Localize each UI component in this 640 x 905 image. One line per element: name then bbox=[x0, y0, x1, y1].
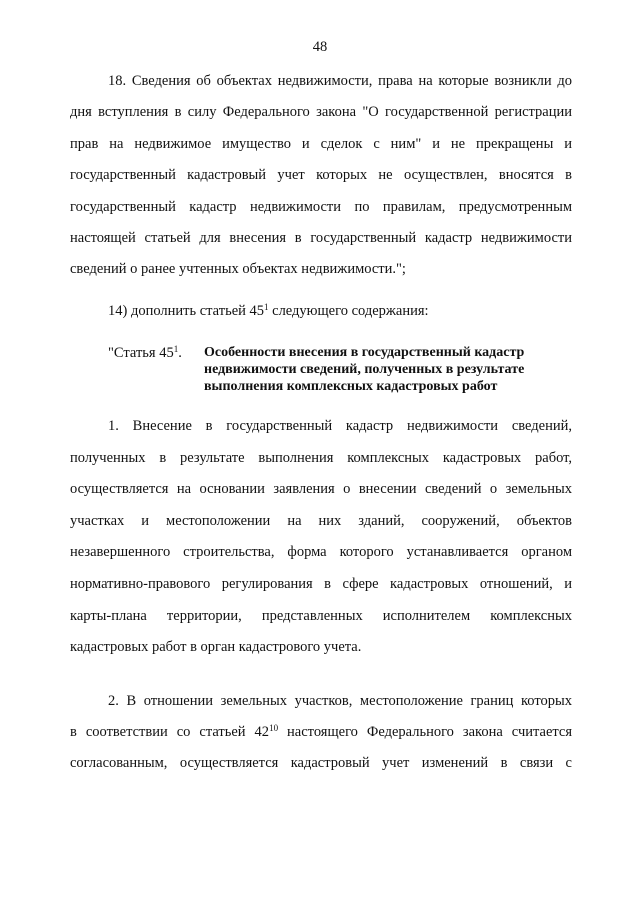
article-reference-superscript: 10 bbox=[269, 723, 279, 734]
paragraph-line: осуществляется на основании заявления о внесении сведений о земельных bbox=[70, 481, 572, 498]
article-label-prefix: "Статья 45 bbox=[108, 345, 174, 361]
page-number: 48 bbox=[312, 39, 328, 55]
paragraph-line: настоящей статьей для внесения в государственный кадастр недвижимости bbox=[70, 229, 572, 246]
paragraph-line: незавершенного строительства, форма которого устанавливается органом bbox=[70, 544, 572, 561]
paragraph-18 bbox=[70, 72, 572, 292]
paragraph-line: кадастровых работ в орган кадастрового учета. bbox=[70, 639, 362, 656]
paragraph-line-prefix: в соответствии со статьей 42 bbox=[70, 724, 270, 741]
article-title-line: Особенности внесения в государственный кадастр bbox=[204, 345, 525, 360]
paragraph-line: 1. Внесение в государственный кадастр недвижимости сведений, bbox=[108, 418, 572, 434]
article-label-superscript: 1 bbox=[173, 344, 179, 354]
item-14 bbox=[108, 302, 429, 320]
paragraph-line: сведений о ранее учтенных объектах недвижимости."; bbox=[70, 261, 406, 278]
paragraph-line: дня вступления в силу Федерального закона "О государственной регистрации bbox=[70, 104, 572, 121]
paragraph-line: государственный кадастровый учет которых не осуществлен, вносятся в bbox=[70, 167, 572, 184]
paragraph-line: полученных в результате выполнения комплексных кадастровых работ, bbox=[70, 449, 572, 466]
article-title-line: выполнения комплексных кадастровых работ bbox=[204, 379, 498, 394]
article-label bbox=[108, 344, 182, 362]
paragraph-line: нормативно-правового регулирования в сфере кадастровых отношений, и bbox=[70, 575, 572, 592]
item-14-suffix: следующего содержания: bbox=[268, 303, 429, 319]
paragraph-2 bbox=[70, 692, 572, 786]
paragraph-line-suffix: настоящего Федерального закона считается bbox=[278, 724, 572, 741]
paragraph-line bbox=[70, 723, 572, 741]
paragraph-line: участках и местоположении на них зданий, сооружений, объектов bbox=[70, 512, 572, 529]
paragraph-line: согласованным, осуществляется кадастровый учет изменений в связи с bbox=[70, 755, 572, 772]
paragraph-line: государственный кадастр недвижимости по правилам, предусмотренным bbox=[70, 198, 572, 215]
article-title-line: недвижимости сведений, полученных в результате bbox=[204, 362, 525, 377]
paragraph-line: 2. В отношении земельных участков, местоположение границ которых bbox=[108, 693, 572, 709]
item-14-superscript: 1 bbox=[264, 302, 269, 312]
paragraph-line: 18. Сведения об объектах недвижимости, права на которые возникли до bbox=[108, 73, 572, 89]
paragraph-line: прав на недвижимое имущество и сделок с ним" и не прекращены и bbox=[70, 135, 572, 152]
article-label-suffix: . bbox=[178, 345, 182, 361]
paragraph-1 bbox=[70, 417, 572, 670]
article-title bbox=[204, 344, 574, 395]
paragraph-line: карты-плана территории, представленных исполнителем комплексных bbox=[70, 607, 572, 624]
item-14-prefix: 14) дополнить статьей 45 bbox=[108, 303, 265, 319]
